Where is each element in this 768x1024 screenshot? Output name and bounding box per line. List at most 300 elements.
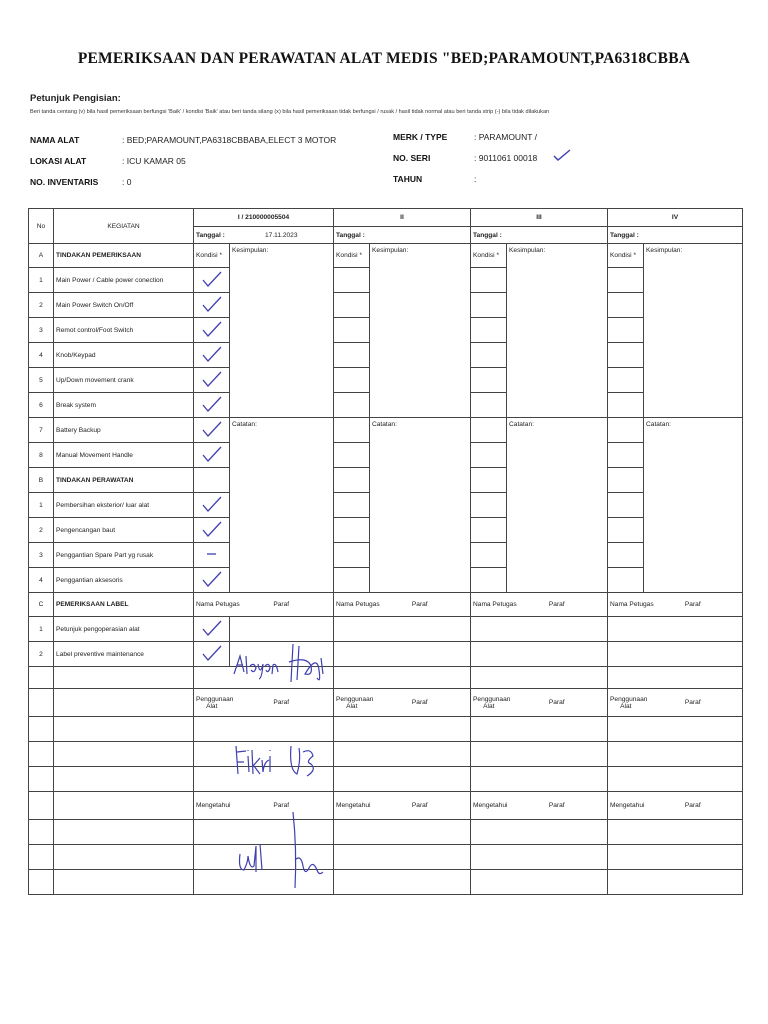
kondisi-cell [334,418,370,443]
blank-cell [194,845,230,870]
kondisi-cell [608,518,644,543]
kondisi-cell [194,368,230,393]
sign-cell [507,617,608,642]
blank-cell [29,870,54,895]
period-label: II [400,214,404,221]
item-label-text: Main Power Switch On/Off [56,301,134,309]
sign-cell [370,642,471,667]
check-mark-icon [201,445,223,463]
period-header-2 [334,209,471,227]
blank-cell [608,845,644,870]
kondisi-header [334,244,370,268]
tanggal-label: Tanggal : [336,231,365,239]
kesimpulan-cell [370,244,471,418]
item-no-label: 3 [39,551,43,559]
tanggal-label: Tanggal : [610,231,639,239]
pengguna-label: Penggunaan Alat [336,695,374,710]
blank-cell [507,667,608,689]
blank-cell [54,767,194,792]
section-no: B [38,476,44,484]
kondisi-cell [608,368,644,393]
kesimpulan-label: Kesimpulan: [646,247,683,254]
blank-cell [54,667,194,689]
no-header [29,209,54,244]
item-no [29,318,54,343]
item-no [29,568,54,593]
item-no [29,518,54,543]
mengetahui-label: Mengetahui [610,802,645,809]
item-no-label: 1 [39,501,43,509]
kondisi-cell [471,418,507,443]
paraf-header [370,792,471,820]
lokasi-label: LOKASI ALAT [30,156,87,166]
paraf-header [644,593,743,617]
nama-petugas-label: Nama Petugas [610,601,654,608]
paraf-header [507,689,608,717]
paraf-label: Paraf [273,802,290,809]
blank-cell [370,667,471,689]
section-a-title [54,244,194,268]
blank-cell [54,845,194,870]
catatan-label: Catatan: [232,421,257,428]
kondisi-cell [194,568,230,593]
paraf-header [370,689,471,717]
kondisi-cell [471,443,507,468]
check-mark-icon [201,570,223,588]
check-mark-icon [201,320,223,338]
item-no-label: 5 [39,376,43,384]
kondisi-cell [334,293,370,318]
kegiatan-header [54,209,194,244]
kondisi-cell [334,393,370,418]
blank-cell [608,820,644,845]
blank-cell [334,870,370,895]
kondisi-cell [194,468,230,493]
mengetahui-header [471,792,507,820]
paraf-header [230,593,334,617]
kondisi-cell [194,393,230,418]
kondisi-cell [334,443,370,468]
section-no: A [38,252,44,259]
kondisi-cell [194,617,230,642]
kondisi-cell [608,418,644,443]
blank-cell [194,870,230,895]
item-no [29,543,54,568]
mengetahui-header [334,792,370,820]
item-no [29,268,54,293]
blank-cell [608,717,644,742]
paraf-label: Paraf [548,802,565,809]
item-no-label: 4 [39,576,43,584]
item-label [54,418,194,443]
item-no [29,493,54,518]
item-label-text: Penggantian aksesoris [56,576,123,584]
kondisi-cell [608,318,644,343]
tanggal-value-4 [644,227,743,244]
sign-cell [471,642,507,667]
mengetahui-label: Mengetahui [196,802,231,809]
blank-cell [471,820,507,845]
kondisi-cell [471,393,507,418]
kondisi-label: Kondisi * [610,252,637,259]
kesimpulan-label: Kesimpulan: [232,247,269,254]
tanggal-label-3 [471,227,507,244]
mengetahui-name-signature [234,840,268,876]
sign-cell [608,617,644,642]
blank-cell [29,820,54,845]
blank-cell [194,742,230,767]
paraf-label: Paraf [411,601,428,608]
check-mark-icon [201,420,223,438]
kondisi-cell [334,468,370,493]
blank-cell [194,667,230,689]
item-no [29,293,54,318]
paraf-header [370,593,471,617]
period-header-4 [608,209,743,227]
item-no-label: 8 [39,451,43,459]
kondisi-cell [471,493,507,518]
kondisi-cell [334,493,370,518]
check-mark-icon [201,370,223,388]
item-no-label: 3 [39,326,43,334]
pengguna-label: Penggunaan Alat [196,695,234,710]
blank-cell [370,845,471,870]
item-no-label: 7 [39,426,43,434]
item-no-label: 2 [39,301,43,309]
period-header-3 [471,209,608,227]
item-no [29,418,54,443]
blank-cell [507,845,608,870]
lokasi-value: : ICU KAMAR 05 [122,156,186,166]
blank-cell [54,792,194,820]
catatan-label: Catatan: [646,421,671,428]
item-label-text: Battery Backup [56,426,101,434]
tanggal-label-1 [194,227,230,244]
mengetahui-label: Mengetahui [336,802,371,809]
item-no-label: 2 [39,526,43,534]
kegiatan-header-label: KEGIATAN [107,222,140,230]
paraf-header [230,689,334,717]
blank-cell [334,717,370,742]
kondisi-cell [471,293,507,318]
blank-cell [507,767,608,792]
check-mark-icon [201,619,223,637]
mengetahui-header [194,792,230,820]
tanggal-label: Tanggal : [473,231,502,239]
blank-cell [194,717,230,742]
kondisi-label: Kondisi * [336,252,363,259]
blank-cell [507,717,608,742]
item-label-text: Petunjuk pengoperasian alat [56,625,140,633]
sign-cell [644,642,743,667]
paraf-label: Paraf [273,601,290,608]
period-header-1 [194,209,334,227]
blank-cell [471,845,507,870]
item-label-text: Remot control/Foot Switch [56,326,134,334]
paraf-label: Paraf [684,699,701,706]
kondisi-cell [194,293,230,318]
blank-cell [54,742,194,767]
check-mark-icon [201,345,223,363]
instructions-heading: Petunjuk Pengisian: [30,93,121,104]
item-label [54,393,194,418]
kondisi-cell [194,443,230,468]
item-no-label: 6 [39,401,43,409]
blank-cell [608,742,644,767]
item-no-label: 2 [39,650,43,658]
blank-cell [29,667,54,689]
catatan-cell [230,418,334,593]
nama-petugas-header [334,593,380,617]
section-title: TINDAKAN PERAWATAN [56,476,134,484]
paraf-label: Paraf [411,802,428,809]
check-mark-icon [201,395,223,413]
kondisi-cell [194,543,230,568]
maintenance-table [28,208,743,895]
kesimpulan-label: Kesimpulan: [509,247,546,254]
item-no-label: 1 [39,625,43,633]
paraf-label: Paraf [684,802,701,809]
item-label-text: Penggantian Spare Part yg rusak [56,551,154,559]
item-no [29,617,54,642]
section-b-no [29,468,54,493]
blank-cell [29,767,54,792]
kondisi-cell [334,318,370,343]
tanggal-value-3 [507,227,608,244]
kondisi-label: Kondisi * [473,252,500,259]
kondisi-cell [194,518,230,543]
pengguna-header [334,689,374,717]
blank-cell [507,870,608,895]
kondisi-cell [334,268,370,293]
item-label [54,368,194,393]
item-no-label: 4 [39,351,43,359]
section-a-no [29,244,54,268]
item-no-label: 1 [39,276,43,284]
sign-cell [230,617,334,642]
tanggal-value-1 [230,227,334,244]
sign-cell [608,642,644,667]
item-no [29,393,54,418]
kondisi-cell [608,293,644,318]
paraf-header [507,792,608,820]
paraf-label: Paraf [411,699,428,706]
kondisi-cell [608,468,644,493]
blank-cell [644,845,743,870]
pengguna-label: Penggunaan Alat [610,695,648,710]
period-label: IV [671,214,679,221]
blank-cell [194,767,230,792]
paraf-header [644,792,743,820]
kondisi-cell [471,543,507,568]
blank-cell [644,820,743,845]
blank-cell [334,767,370,792]
instructions-text: Beri tanda centang (v) bila hasil pemeriksaan berfungsi 'Baik' / kondisi 'Baik' atau beri tanda silang (x) bila hasil pemeriksaan tidak berfungsi / rusak / hasil tidak normal atau beri tanda strip (-) bila tidak dilakukan [30,109,550,115]
blank-cell [608,870,644,895]
item-label [54,318,194,343]
sign-cell [507,642,608,667]
kondisi-header [194,244,230,268]
kondisi-header [608,244,644,268]
kondisi-cell [334,543,370,568]
kondisi-cell [608,268,644,293]
section-c-no [29,593,54,617]
kondisi-cell [471,568,507,593]
kondisi-cell [194,642,230,667]
kesimpulan-label: Kesimpulan: [372,247,409,254]
blank-cell [644,742,743,767]
blank-cell [54,717,194,742]
nama-alat-value: : BED;PARAMOUNT,PA6318CBBABA,ELECT 3 MOTOR [122,135,337,145]
blank-cell [29,689,54,717]
item-label-text: Pengencangan baut [56,526,116,534]
blank-cell [644,870,743,895]
nama-petugas-header [471,593,517,617]
tanggal-label-2 [334,227,370,244]
item-label [54,268,194,293]
seri-check-icon [553,148,571,162]
blank-cell [471,870,507,895]
item-label [54,642,194,667]
tanggal-value: 17.11.2023 [264,231,298,239]
item-no [29,343,54,368]
inventaris-label: NO. INVENTARIS [30,177,99,187]
paraf-header [507,593,608,617]
catatan-cell [507,418,608,593]
dash-mark-icon [201,545,223,563]
sign-cell [334,642,370,667]
nama-petugas-label: Nama Petugas [336,601,380,608]
check-mark-icon [201,644,223,662]
item-label-text: Break system [56,401,96,409]
blank-cell [471,667,507,689]
kesimpulan-cell [230,244,334,418]
tanggal-label-4 [608,227,644,244]
mengetahui-paraf-signature [287,810,325,892]
nama-petugas-label: Nama Petugas [473,601,517,608]
catatan-cell [644,418,743,593]
item-label [54,543,194,568]
kondisi-cell [471,368,507,393]
kondisi-cell [608,393,644,418]
kondisi-cell [194,268,230,293]
item-label [54,493,194,518]
sign-cell [471,617,507,642]
blank-cell [230,717,334,742]
kondisi-cell [471,268,507,293]
seri-label: NO. SERI [393,153,431,163]
item-no [29,443,54,468]
catatan-cell [370,418,471,593]
blank-cell [370,717,471,742]
nama-alat-label: NAMA ALAT [30,135,80,145]
nama-petugas-header [194,593,240,617]
item-label-text: Label preventive maintenance [56,650,144,658]
kondisi-cell [471,468,507,493]
paraf-header [644,689,743,717]
kondisi-cell [194,493,230,518]
item-label-text: Up/Down movement crank [56,376,134,384]
nama-petugas-label: Nama Petugas [196,601,240,608]
blank-cell [471,767,507,792]
item-label [54,568,194,593]
kondisi-cell [334,343,370,368]
blank-cell [471,717,507,742]
kondisi-cell [194,343,230,368]
period-label: I / 210000005504 [237,214,290,221]
blank-cell [29,792,54,820]
petugas-paraf-signature [287,640,327,686]
kondisi-cell [608,443,644,468]
pengguna-header [608,689,648,717]
mengetahui-header [608,792,644,820]
blank-cell [334,845,370,870]
mengetahui-label: Mengetahui [473,802,508,809]
blank-cell [644,717,743,742]
kondisi-cell [471,343,507,368]
merk-value: : PARAMOUNT / [474,132,537,142]
blank-cell [507,820,608,845]
kondisi-cell [471,318,507,343]
item-label [54,518,194,543]
paraf-label: Paraf [684,601,701,608]
catatan-label: Catatan: [372,421,397,428]
kondisi-cell [471,518,507,543]
blank-cell [644,767,743,792]
check-mark-icon [201,270,223,288]
catatan-label: Catatan: [509,421,534,428]
form-title: PEMERIKSAAN DAN PERAWATAN ALAT MEDIS "BED;PARAMOUNT,PA6318CBBA [77,50,691,67]
merk-label: MERK / TYPE [393,132,448,142]
item-no [29,642,54,667]
item-label [54,443,194,468]
blank-cell [334,667,370,689]
blank-cell [29,845,54,870]
pengguna-label: Penggunaan Alat [473,695,511,710]
kondisi-header [471,244,507,268]
paraf-label: Paraf [548,601,565,608]
kesimpulan-cell [644,244,743,418]
sign-cell [334,617,370,642]
section-no: C [38,601,44,608]
kondisi-cell [194,418,230,443]
pengguna-header [194,689,234,717]
pengguna-name-signature [232,742,272,778]
section-c-title [54,593,194,617]
tahun-value: : [474,174,477,184]
paraf-label: Paraf [273,699,290,706]
blank-cell [54,820,194,845]
check-mark-icon [201,295,223,313]
blank-cell [334,820,370,845]
kondisi-label: Kondisi * [196,252,223,259]
item-label-text: Pembersihan eksterior/ luar alat [56,501,150,509]
blank-cell [54,870,194,895]
kondisi-cell [608,568,644,593]
period-label: III [536,214,542,221]
blank-cell [608,667,644,689]
petugas-name-signature [232,650,280,680]
kondisi-cell [334,518,370,543]
check-mark-icon [201,495,223,513]
kondisi-cell [334,568,370,593]
item-no [29,368,54,393]
blank-cell [334,742,370,767]
section-title: PEMERIKSAAN LABEL [56,601,129,608]
blank-cell [471,742,507,767]
kondisi-cell [334,368,370,393]
item-label-text: Knob/Keypad [56,351,96,359]
